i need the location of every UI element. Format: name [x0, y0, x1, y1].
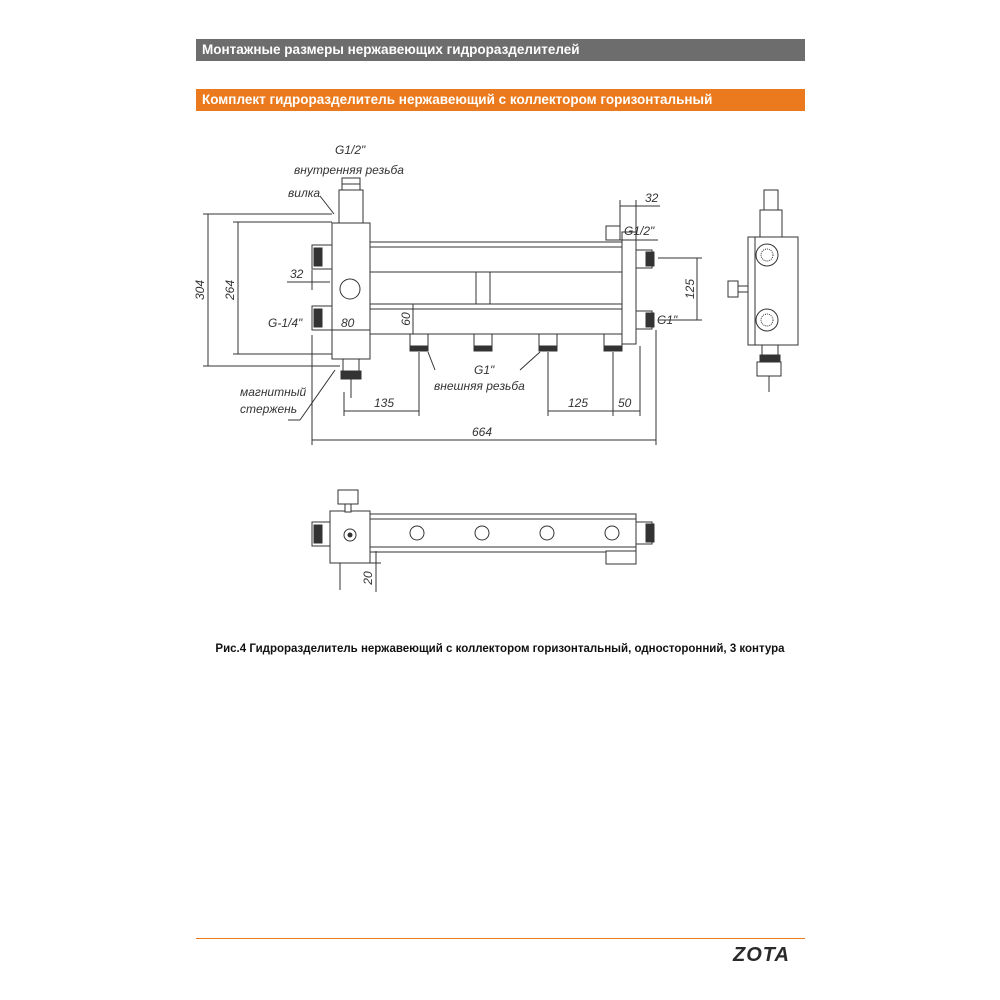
label-g1-bottom: G1" [474, 363, 495, 377]
label-dim-664: 664 [472, 425, 493, 439]
label-dim-20: 20 [361, 571, 375, 585]
figure-caption: Рис.4 Гидроразделитель нержавеющий с коллектором горизонтальный, односторонний, 3 контура [215, 643, 785, 655]
section-title: Монтажные размеры нержавеющих гидроразделителей [196, 39, 805, 61]
label-g12-top: G1/2" [335, 143, 366, 157]
label-dim-32-top: 32 [645, 191, 659, 205]
label-fork: вилка [288, 186, 321, 200]
label-dim-125-bottom: 125 [568, 396, 589, 410]
footer-divider [196, 938, 805, 939]
label-dim-264: 264 [223, 279, 237, 301]
label-magnet-line2: стержень [240, 402, 298, 416]
drain-port [340, 279, 360, 299]
label-dim-304: 304 [193, 279, 207, 301]
label-dim-32-left: 32 [290, 267, 304, 281]
section-subtitle: Комплект гидроразделитель нержавеющий с коллектором горизонтальный [196, 89, 805, 111]
label-thread-external: внешняя резьба [434, 379, 525, 393]
label-dim-125-right: 125 [683, 278, 697, 300]
label-dim-50: 50 [618, 396, 632, 410]
label-dim-60: 60 [399, 312, 413, 326]
brand-logo: ZOTA [733, 944, 790, 966]
air-valve [339, 190, 363, 223]
label-g14: G-1/4" [268, 316, 303, 330]
label-dim-80: 80 [341, 316, 355, 330]
label-magnet-line1: магнитный [240, 385, 307, 399]
label-g12-right: G1/2" [624, 224, 655, 238]
label-thread-internal: внутренняя резьба [294, 163, 404, 177]
label-g1-right: G1" [657, 313, 678, 327]
label-dim-135: 135 [374, 396, 395, 410]
